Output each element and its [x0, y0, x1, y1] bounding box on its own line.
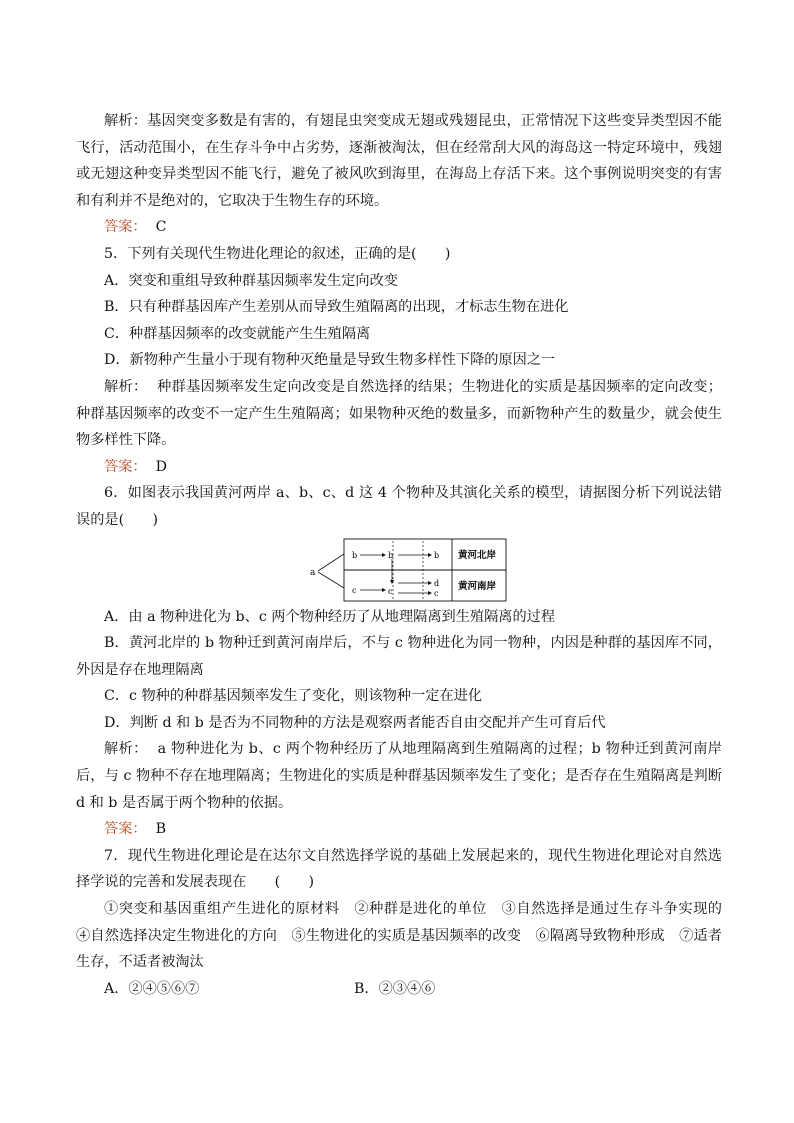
evolution-diagram-svg	[306, 538, 586, 602]
north-species-b-2: b	[388, 550, 394, 560]
south-species-c-2: c	[388, 586, 393, 596]
answer-label: 答案：	[104, 821, 147, 838]
q6-answer	[76, 816, 722, 843]
q7-option-a: A．②④⑤⑥⑦	[104, 980, 200, 997]
north-bank-label: 黄河北岸	[458, 549, 497, 561]
document-page	[76, 108, 737, 1002]
north-species-b-1: b	[352, 550, 358, 560]
south-species-d: d	[434, 578, 440, 588]
south-bank-label: 黄河南岸	[458, 580, 497, 592]
arrow-head	[382, 553, 386, 557]
q5-option-d: D．新物种产生量小于现有物种灭绝量是导致生物多样性下降的原因之一	[104, 352, 556, 369]
q7-statements: ①突变和基因重组产生进化的原材料 ②种群是进化的单位 ③自然选择是通过生存斗争实现的 ④自然选择决定生物进化的方向 ⑤生物进化的实质是基因频率的改变 ⑥隔离导致物种形成 ⑦适者生存，不适者被淘汰	[76, 901, 737, 971]
q7-stem: 7．现代生物进化理论是在达尔文自然选择学说的基础上发展起来的，现代生物进化理论对自然选择学说的完善和发展表现在 ( )	[76, 847, 722, 891]
arrow-head	[428, 581, 432, 585]
q4-answer	[76, 214, 722, 241]
q6-stem: 6．如图表示我国黄河两岸 a、b、c、d 这 4 个物种及其演化关系的模型，请据图分析下列说法错误的是( )	[76, 485, 722, 528]
q6-option-c: C．c 物种的种群基因频率发生了变化，则该物种一定在进化	[104, 688, 483, 705]
q4-answer-value: C	[155, 219, 167, 236]
branch-to-b	[318, 554, 344, 571]
south-species-c-3: c	[434, 588, 439, 598]
q5-answer	[76, 454, 722, 481]
answer-label: 答案：	[104, 219, 147, 236]
q7-option-b: B．②③④⑥	[354, 980, 436, 997]
branch-to-c	[318, 572, 344, 588]
q5-stem: 5．下列有关现代生物进化理论的叙述，正确的是( )	[104, 245, 451, 262]
arrow-head	[428, 591, 432, 595]
evolution-diagram	[76, 534, 722, 604]
q6-analysis-text: a 物种进化为 b、c 两个物种经历了从地理隔离到生殖隔离的过程；b 物种迁到黄河南岸后，与 c 物种不存在地理隔离；生物进化的实质是种群基因频率发生了变化；是否存在生殖隔离是判断 d 和 b 是否属于两个物种的依据。	[76, 741, 723, 811]
north-species-b-3: b	[434, 550, 440, 560]
q4-analysis	[76, 108, 722, 214]
arrow-head	[382, 588, 386, 592]
q5-option-a: A．突变和重组导致种群基因频率发生定向改变	[104, 272, 398, 289]
q6-option-d: D．判断 d 和 b 是否为不同物种的方法是观察两者能否自由交配并产生可育后代	[104, 714, 606, 731]
q6-option-a: A．由 a 物种进化为 b、c 两个物种经历了从地理隔离到生殖隔离的过程	[104, 608, 556, 625]
arrow-head	[390, 580, 394, 584]
analysis-label: 解析：	[104, 741, 148, 758]
q4-analysis-text: 基因突变多数是有害的，有翅昆虫突变成无翅或残翅昆虫，正常情况下这些变异类型因不能飞行，活动范围小，在生存斗争中占劣势，逐渐被淘汰，但在经常刮大风的海岛这一特定环境中，残翅或无翅这种变异类型因不能飞行，避免了被风吹到海里，在海岛上存活下来。这个事例说明突变的有害和有利并不是绝对的，它取决于生物生存的环境。	[76, 113, 722, 209]
q5-answer-value: D	[155, 458, 167, 475]
analysis-label: 解析：	[104, 113, 148, 129]
analysis-label: 解析：	[104, 378, 148, 395]
q5-analysis	[76, 374, 722, 454]
south-species-c-1: c	[352, 585, 357, 595]
species-a-label: a	[310, 567, 316, 578]
arrow-head	[428, 553, 432, 557]
q6-option-b: B．黄河北岸的 b 物种迁到黄河南岸后，不与 c 物种进化为同一物种，内因是种群的基因库不同，外因是存在地理隔离	[76, 635, 722, 678]
q5-option-b: B．只有种群基因库产生差别从而导致生殖隔离的出现，才标志生物在进化	[104, 299, 569, 316]
q5-analysis-text: 种群基因频率发生定向改变是自然选择的结果；生物进化的实质是基因频率的定向改变；种群基因频率的改变不一定产生生殖隔离；如果物种灭绝的数量多，而新物种产生的数量少，就会使生物多样性下降。	[76, 378, 722, 449]
q6-analysis	[76, 736, 722, 816]
q6-answer-value: B	[155, 821, 167, 838]
q5-option-c: C．种群基因频率的改变就能产生生殖隔离	[104, 325, 371, 342]
answer-label: 答案：	[104, 458, 147, 475]
q7-options-row	[76, 976, 722, 1003]
